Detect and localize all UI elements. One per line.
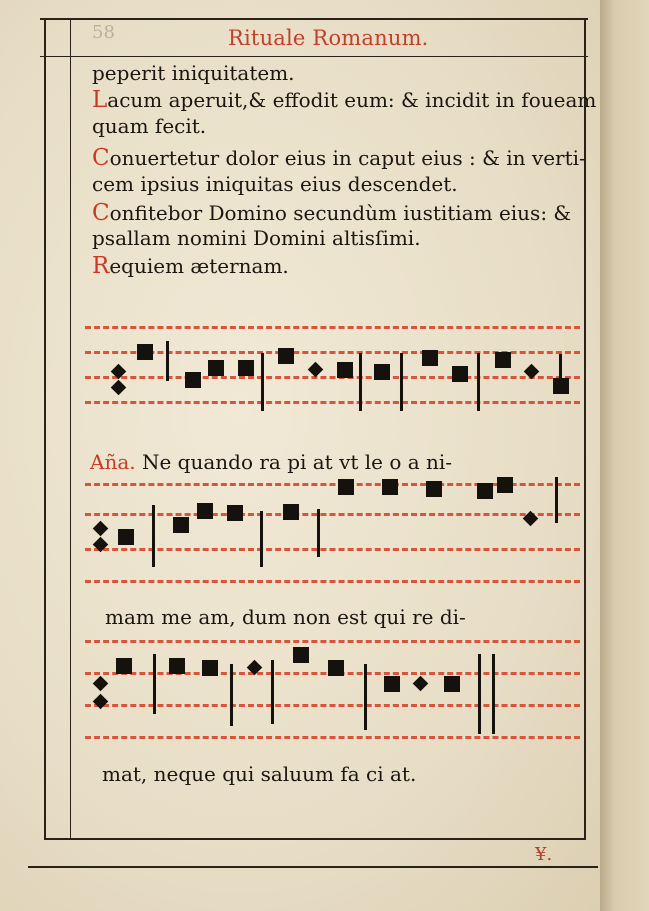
bar-line (359, 353, 362, 411)
bar-line (492, 654, 495, 734)
text-line: Lacum aperuit,& effodit eum: & incidit in foueam (92, 87, 597, 113)
bar-line (555, 477, 558, 523)
neume (293, 647, 309, 663)
clef-mark (111, 380, 127, 396)
red-initial: L (92, 87, 108, 113)
neume (477, 483, 493, 499)
text-line: psallam nomini Domini altisſimi. (92, 226, 421, 250)
page-number: 58 (92, 22, 115, 43)
text-line: cem ipsius iniquitas eius descendet. (92, 172, 458, 196)
neume (283, 504, 299, 520)
neume (444, 676, 460, 692)
frame-rule-bottom (44, 838, 586, 840)
bar-line (260, 511, 263, 567)
lyrics-line-2: mam me am, dum non est qui re di- (105, 605, 466, 629)
neume (497, 477, 513, 493)
neume (173, 517, 189, 533)
neume (338, 479, 354, 495)
running-head: Rituale Romanum. (228, 26, 429, 50)
neume (185, 372, 201, 388)
clef-mark (93, 676, 109, 692)
neume (227, 505, 243, 521)
neume (426, 481, 442, 497)
neume (337, 362, 353, 378)
facing-page-edge (600, 0, 649, 911)
neume (238, 360, 254, 376)
neume (495, 352, 511, 368)
text-line: Confitebor Domino secundùm iustitiam eius: & (92, 200, 572, 226)
bar-line (364, 664, 367, 730)
text-line: quam fecit. (92, 114, 207, 138)
bar-line (271, 660, 274, 724)
bar-line (477, 353, 480, 411)
frame-rule-left-outer (44, 18, 46, 838)
text-line: Conuertetur dolor eius in caput eius : & in verti- (92, 145, 586, 171)
neume (116, 658, 132, 674)
rhombus-neume (413, 676, 429, 692)
neume (553, 378, 569, 394)
red-initial: R (92, 253, 110, 279)
bar-line (230, 664, 233, 726)
bar-line (166, 341, 169, 381)
frame-rule-header (40, 56, 588, 57)
neume (382, 479, 398, 495)
neume (278, 348, 294, 364)
clef-mark (93, 521, 109, 537)
neume (384, 676, 400, 692)
text-line: Requiem æternam. (92, 253, 289, 279)
lyrics-line-3: mat, neque qui saluum fa ci at. (102, 762, 417, 786)
rhombus-neume (308, 362, 324, 378)
neume (137, 344, 153, 360)
red-initial: C (92, 145, 110, 171)
neume (422, 350, 438, 366)
antiphon-label: Aña. (90, 450, 136, 474)
frame-rule-top (40, 18, 588, 20)
neume (118, 529, 134, 545)
bar-line (152, 505, 155, 567)
red-initial: C (92, 200, 110, 226)
neume (197, 503, 213, 519)
frame-rule-left-inner (70, 18, 71, 838)
bar-line (261, 353, 264, 411)
bar-line (153, 654, 156, 714)
neume (169, 658, 185, 674)
bar-line (478, 654, 481, 734)
frame-rule-bottom-outer (28, 866, 598, 868)
frame-rule-right (584, 18, 586, 840)
neume (374, 364, 390, 380)
bar-line (400, 353, 403, 411)
neume (202, 660, 218, 676)
neume (208, 360, 224, 376)
lyrics-line-1: Aña. Ne quando ra pi at vt le o a ni- (90, 450, 453, 474)
neume (328, 660, 344, 676)
text-line: peperit iniquitatem. (92, 61, 295, 85)
signature-mark: ¥. (535, 844, 553, 865)
neume (452, 366, 468, 382)
bar-line (317, 509, 320, 557)
